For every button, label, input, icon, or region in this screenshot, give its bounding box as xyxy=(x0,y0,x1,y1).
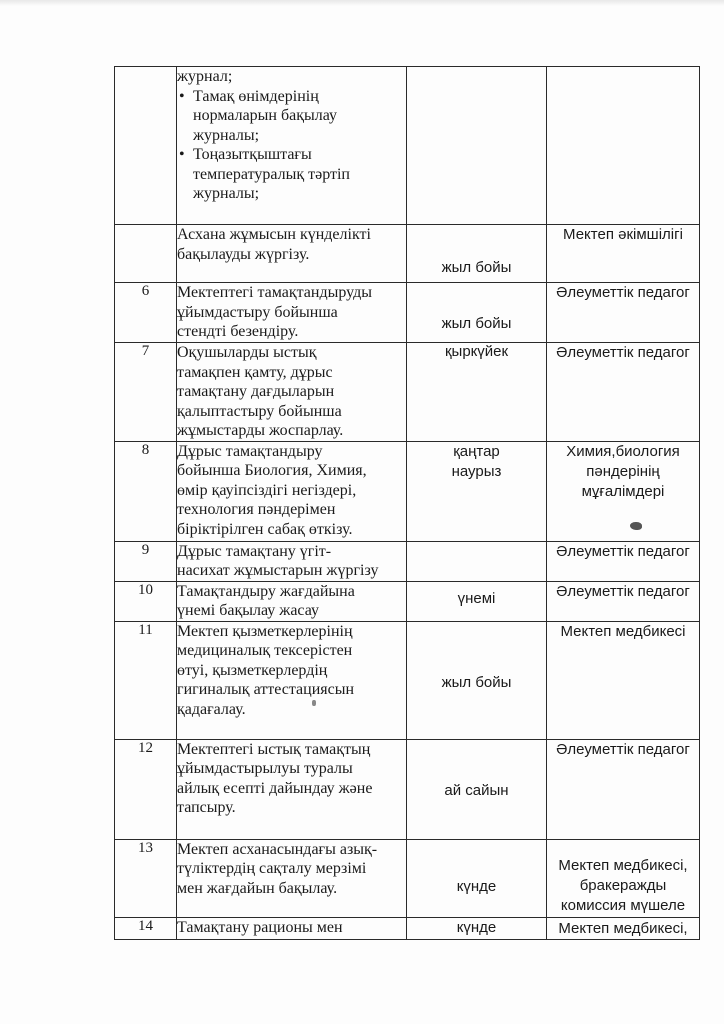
task-line: медициналық тексерістен xyxy=(177,642,353,659)
time-line: жыл бойы xyxy=(441,259,512,276)
responsible-line: Әлеуметтік педагог xyxy=(556,542,690,560)
bullet-item xyxy=(177,145,406,204)
responsible-line: Әлеуметтік педагог xyxy=(556,344,690,361)
responsible-line: бракеражды xyxy=(579,876,667,894)
responsible-line: Химия,биология xyxy=(566,442,680,460)
responsible-line: Мектеп медбикесі, xyxy=(558,919,688,937)
task-line: тапсыру. xyxy=(177,799,236,816)
task-line: түліктердің сақталу мерзімі xyxy=(177,860,367,877)
responsible-cell xyxy=(547,917,700,939)
time-cell xyxy=(407,225,547,283)
table-row xyxy=(115,283,700,343)
time-cell xyxy=(407,917,547,939)
time-cell xyxy=(407,283,547,343)
task-cell xyxy=(177,581,407,621)
responsible-cell xyxy=(547,739,700,839)
task-line: біріктірілген сабақ өткізу. xyxy=(177,520,353,538)
task-cell xyxy=(177,343,407,442)
time-cell xyxy=(407,581,547,621)
time-line: күнде xyxy=(456,877,497,895)
responsible-cell xyxy=(547,541,700,581)
time-cell xyxy=(407,839,547,917)
time-cell xyxy=(407,441,547,541)
task-line: • Тамақ өнімдерінің xyxy=(193,87,319,105)
responsible-line: пәндерінің xyxy=(586,462,660,480)
task-line: Асхана жұмысын күнделікті xyxy=(177,226,371,243)
responsible-line: Әлеуметтік педагог xyxy=(556,582,690,600)
scan-edge xyxy=(0,0,724,6)
task-line: қадағалау. xyxy=(177,700,246,718)
table-row xyxy=(115,581,700,621)
table-row xyxy=(115,541,700,581)
task-cell xyxy=(177,67,407,225)
row-number: 7 xyxy=(115,343,177,442)
responsible-cell xyxy=(547,283,700,343)
task-cell xyxy=(177,541,407,581)
responsible-cell xyxy=(547,581,700,621)
ink-mark xyxy=(312,700,316,706)
table-row xyxy=(115,67,700,225)
task-line: үнемі бақылау жасау xyxy=(177,602,320,619)
time-line: үнемі xyxy=(457,589,496,607)
row-number: 12 xyxy=(115,739,177,839)
row-number xyxy=(115,225,177,283)
task-line: температуралық тәртіп xyxy=(193,165,350,183)
task-line: Мектептегі тамақтандыруды xyxy=(177,284,373,301)
time-line: қаңтар xyxy=(453,442,500,460)
time-line: жыл бойы xyxy=(441,673,512,691)
responsible-cell xyxy=(547,839,700,917)
responsible-line: мұғалімдері xyxy=(581,482,665,500)
time-line: жыл бойы xyxy=(441,315,512,332)
table-row xyxy=(115,917,700,939)
responsible-line: Әлеуметтік педагог xyxy=(556,740,690,758)
row-number: 13 xyxy=(115,839,177,917)
task-line: насихат жұмыстарын жүргізу xyxy=(177,562,379,579)
task-line: бақылауды жүргізу. xyxy=(177,245,310,263)
ink-blot xyxy=(630,522,642,530)
task-line: қалыптастыру бойынша xyxy=(177,402,342,420)
task-line: нормаларын бақылау xyxy=(193,107,338,124)
responsible-line: комиссия мүшеле xyxy=(560,896,686,914)
task-line: ұйымдастыру бойынша xyxy=(177,303,338,321)
task-line: журналы; xyxy=(193,126,260,144)
table-row xyxy=(115,343,700,442)
time-line: күнде xyxy=(456,918,497,936)
row-number: 14 xyxy=(115,917,177,939)
row-number xyxy=(115,67,177,225)
task-line: мен жағдайын бақылау. xyxy=(177,879,338,897)
task-cell xyxy=(177,283,407,343)
task-line: жұмыстарды жоспарлау. xyxy=(177,422,344,439)
task-cell xyxy=(177,225,407,283)
task-line: Дұрыс тамақтану үгіт- xyxy=(177,542,332,560)
task-cell xyxy=(177,441,407,541)
responsible-cell xyxy=(547,621,700,739)
time-cell xyxy=(407,343,547,442)
responsible-cell xyxy=(547,343,700,442)
time-cell xyxy=(407,739,547,839)
table-row xyxy=(115,441,700,541)
task-line: • Тоңазытқыштағы xyxy=(193,146,312,163)
table-row xyxy=(115,621,700,739)
row-number: 10 xyxy=(115,581,177,621)
responsible-line: Мектеп медбикесі, xyxy=(558,856,688,874)
time-line: наурыз xyxy=(451,462,502,480)
task-line: технология пәндерімен xyxy=(177,501,336,518)
table-row xyxy=(115,739,700,839)
task-line: айлық есепті дайындау және xyxy=(177,779,373,797)
time-cell xyxy=(407,67,547,225)
plan-table xyxy=(114,66,700,940)
responsible-line: Мектеп әкімшілігі xyxy=(563,226,683,243)
task-line: өтуі, қызметкерлердің xyxy=(177,661,328,679)
row-number: 11 xyxy=(115,621,177,739)
task-line: Дұрыс тамақтандыру xyxy=(177,442,323,460)
responsible-cell xyxy=(547,441,700,541)
time-cell xyxy=(407,541,547,581)
bullet-item xyxy=(177,87,406,146)
responsible-cell xyxy=(547,225,700,283)
task-cell xyxy=(177,739,407,839)
task-line: гигиналық аттестациясын xyxy=(177,681,355,698)
time-line: ай сайын xyxy=(444,781,509,799)
task-line: бойынша Биология, Химия, xyxy=(177,462,367,479)
task-line: Мектеп қызметкерлерінің xyxy=(177,622,353,640)
task-cell xyxy=(177,917,407,939)
task-line: өмір қауіпсіздігі негіздері, xyxy=(177,481,357,499)
task-cell xyxy=(177,621,407,739)
task-line: Оқушыларды ыстық xyxy=(177,344,317,361)
task-line: тамақтану дағдыларын xyxy=(177,383,335,400)
task-line: стендті безендіру. xyxy=(177,323,299,340)
row-number: 6 xyxy=(115,283,177,343)
task-cell xyxy=(177,839,407,917)
time-cell xyxy=(407,621,547,739)
table-row xyxy=(115,225,700,283)
row-number: 8 xyxy=(115,441,177,541)
task-line: Тамақтану рационы мен xyxy=(177,918,343,936)
table-row xyxy=(115,839,700,917)
task-line: журнал; xyxy=(177,68,233,85)
task-line: Тамақтандыру жағдайына xyxy=(177,582,355,600)
responsible-line: Мектеп медбикесі xyxy=(560,622,686,640)
task-line: Мектеп асханасындағы азық- xyxy=(177,840,378,858)
time-line: қыркүйек xyxy=(444,343,509,360)
task-line: журналы; xyxy=(193,185,260,202)
responsible-cell xyxy=(547,67,700,225)
responsible-line: Әлеуметтік педагог xyxy=(556,284,690,301)
task-line: тамақпен қамту, дұрыс xyxy=(177,363,333,381)
task-line: Мектептегі ыстық тамақтың xyxy=(177,740,371,758)
task-line: ұйымдастырылуы туралы xyxy=(177,760,353,777)
row-number: 9 xyxy=(115,541,177,581)
